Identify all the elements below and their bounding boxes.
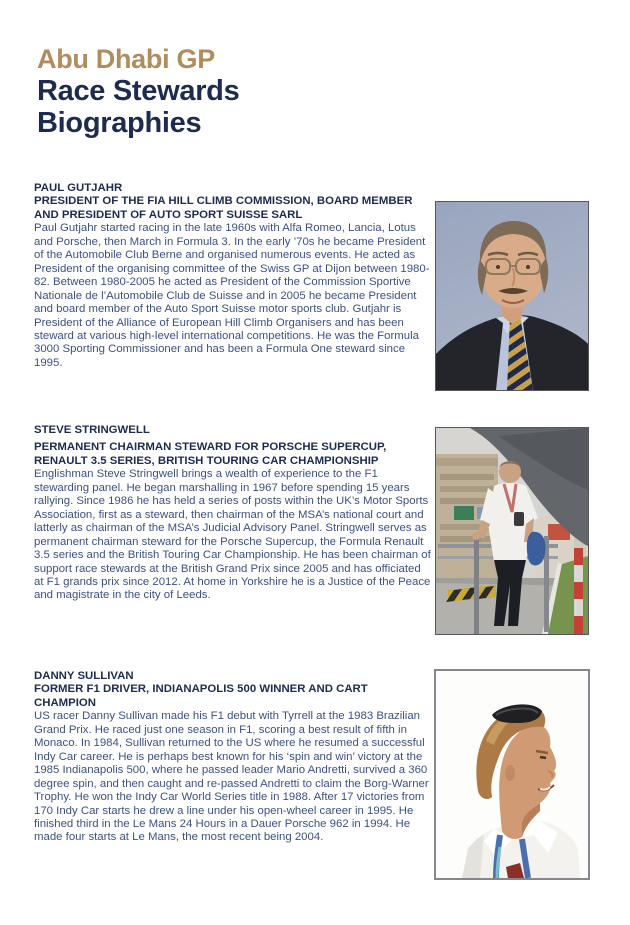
photo-steve-stringwell — [435, 427, 589, 635]
bio-role: PERMANENT CHAIRMAN STEWARD FOR PORSCHE SUPERCUP, RENAULT 3.5 SERIES, BRITISH TOURING CAR CHAMPIONSHIP — [34, 441, 387, 467]
profile-illustration — [436, 671, 588, 878]
bio-section-paul-gutjahr — [34, 182, 432, 370]
bio-role: FORMER F1 DRIVER, INDIANAPOLIS 500 WINNER AND CART CHAMPION — [34, 683, 368, 709]
striped-pole — [574, 548, 583, 634]
photo-paul-gutjahr — [435, 201, 589, 391]
bio-role: PRESIDENT OF THE FIA HILL CLIMB COMMISSION, BOARD MEMBER AND PRESIDENT OF AUTO SPORT SUISSE SARL — [34, 195, 413, 221]
bio-name: STEVE STRINGWELL — [34, 424, 150, 436]
bio-text: Englishman Steve Stringwell brings a wealth of experience to the F1 stewarding panel. He began marshalling in 1967 before spending 15 years rallying. Since 1986 he has held a series of posts within the UK’s Motor Sports Association, first as a steward, then chairman of the MSA’s national court and latterly as chairman of the MSA’s Judicial Advisory Panel. Stringwell serves as permanent chairman steward for the Porsche Supercup, the Formula Renault 3.5 series and the British Touring Car Championship. He has been chairman of support race stewards at the British Grand Prix since 2005 and has officiated at F1 grands prix since 2012. At home in Yorkshire he is a Justice of the Peace and magistrate in the city of Leeds. — [34, 468, 431, 602]
bio-name: PAUL GUTJAHR — [34, 182, 123, 194]
bio-section-danny-sullivan — [34, 670, 432, 845]
bio-text: Paul Gutjahr started racing in the late 1960s with Alfa Romeo, Lancia, Lotus and Porsche, then March in Formula 3. In the early ’70s he became President of the Automobile Club Berne and organised numerous events. He acted as President of the organising committee of the Swiss GP at Dijon between 1980-82. Between 1980-2005 he acted as President of the Commission Sportive Nationale de l’Automobile Club de Suisse and in 2005 he became President and board member of the Auto Sport Suisse motor sports club. Gutjahr is President of the Alliance of European Hill Climb Organisers and has been steward at various high-level international competitions. He was the Formula 3000 Sporting Commissioner and has been a Formula One steward since 1995. — [34, 222, 430, 369]
title-event: Abu Dhabi GP — [37, 44, 215, 74]
bio-text: US racer Danny Sullivan made his F1 debut with Tyrrell at the 1983 Brazilian Grand Prix. He raced just one season in F1, scoring a best result of fifth in Monaco. In 1984, Sullivan returned to the US where he resumed a successful Indy Car career. He is perhaps best known for his ‘spin and win’ victory at the 1985 Indianapolis 500, where he passed leader Mario Andretti, survived a 360 degree spin, and then caught and re-passed Andretti to claim the Borg-Warner Trophy. He won the Indy Car World Series title in 1988. After 17 victories from 170 Indy Car starts he drew a line under his open-wheel career in 1995. He finished third in the Le Mans 24 Hours in a Dauer Porsche 962 in 1994. He made four starts at Le Mans, the most recent being 2004. — [34, 710, 429, 844]
bio-section-steve-stringwell — [34, 424, 432, 603]
document-title — [37, 44, 239, 139]
portrait-illustration — [436, 202, 588, 390]
photo-danny-sullivan — [434, 669, 590, 880]
bio-name: DANNY SULLIVAN — [34, 670, 134, 682]
pitlane-illustration — [436, 428, 588, 634]
title-line-race-stewards: Race Stewards — [37, 75, 240, 107]
title-line-biographies: Biographies — [37, 107, 202, 139]
